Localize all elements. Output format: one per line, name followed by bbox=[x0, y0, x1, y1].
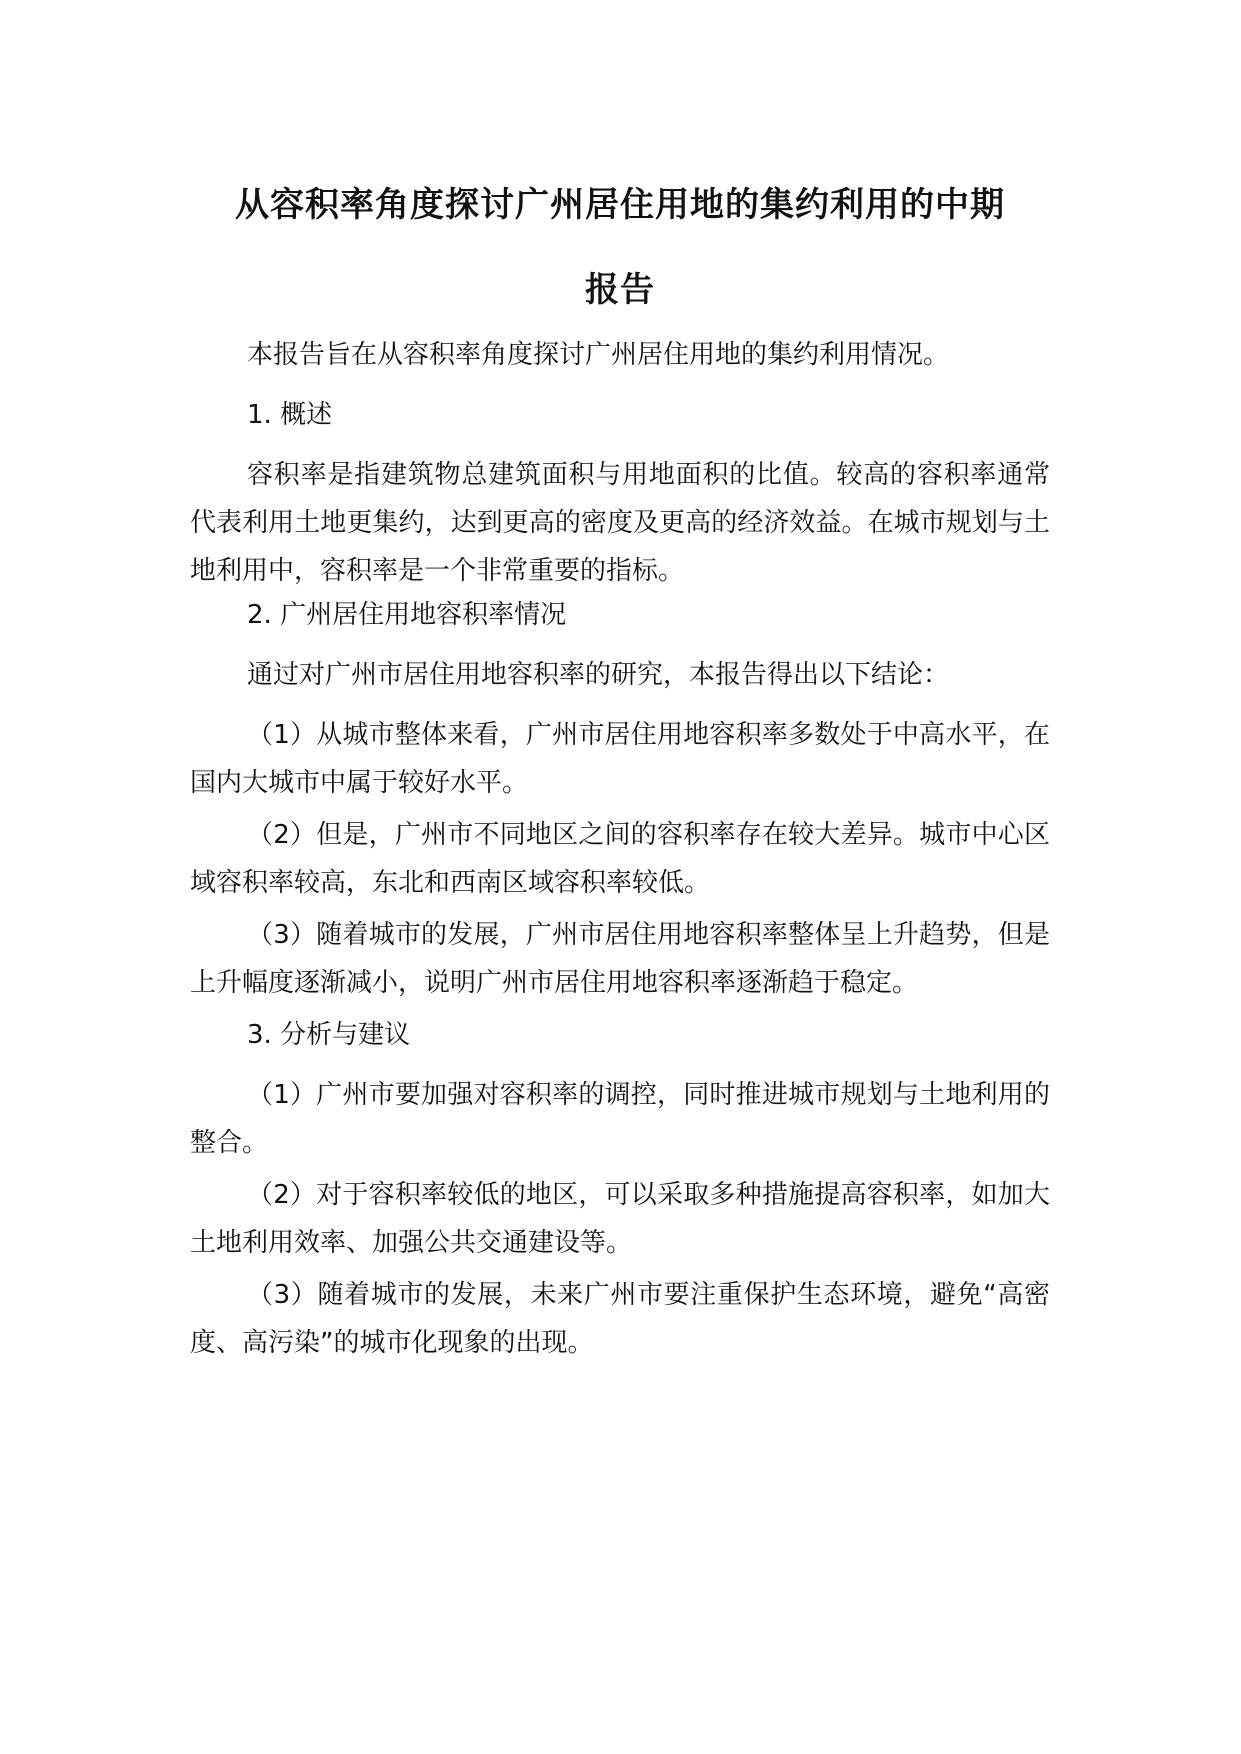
suggestion-item-2: （2）对于容积率较低的地区，可以采取多种措施提高容积率，如加大土地利用效率、加强公共交通建设等。 bbox=[190, 1180, 1050, 1258]
suggestion-item-1: （1）广州市要加强对容积率的调控，同时推进城市规划与土地利用的整合。 bbox=[190, 1080, 1050, 1158]
section-heading-overview: 1. 概述 bbox=[247, 400, 333, 430]
document-title-line-2: 报告 bbox=[585, 270, 655, 310]
overview-paragraph: 容积率是指建筑物总建筑面积与用地面积的比值。较高的容积率通常代表利用土地更集约，达到更高的密度及更高的经济效益。在城市规划与土地利用中，容积率是一个非常重要的指标。 bbox=[190, 460, 1050, 586]
intro-paragraph: 本报告旨在从容积率角度探讨广州居住用地的集约利用情况。 bbox=[247, 340, 950, 370]
finding-item-2: （2）但是，广州市不同地区之间的容积率存在较大差异。城市中心区域容积率较高，东北和西南区域容积率较低。 bbox=[190, 820, 1050, 898]
suggestion-item-3: （3）随着城市的发展，未来广州市要注重保护生态环境，避免“高密度、高污染”的城市化现象的出现。 bbox=[190, 1280, 1050, 1358]
finding-item-1: （1）从城市整体来看，广州市居住用地容积率多数处于中高水平，在国内大城市中属于较好水平。 bbox=[190, 720, 1050, 798]
finding-item-3: （3）随着城市的发展，广州市居住用地容积率整体呈上升趋势，但是上升幅度逐渐减小，说明广州市居住用地容积率逐渐趋于稳定。 bbox=[190, 920, 1050, 998]
section-heading-analysis: 3. 分析与建议 bbox=[247, 1020, 411, 1050]
findings-intro-paragraph: 通过对广州市居住用地容积率的研究，本报告得出以下结论： bbox=[247, 660, 950, 690]
document-title-line-1: 从容积率角度探讨广州居住用地的集约利用的中期 bbox=[235, 185, 1005, 225]
section-heading-guangzhou: 2. 广州居住用地容积率情况 bbox=[247, 600, 567, 630]
